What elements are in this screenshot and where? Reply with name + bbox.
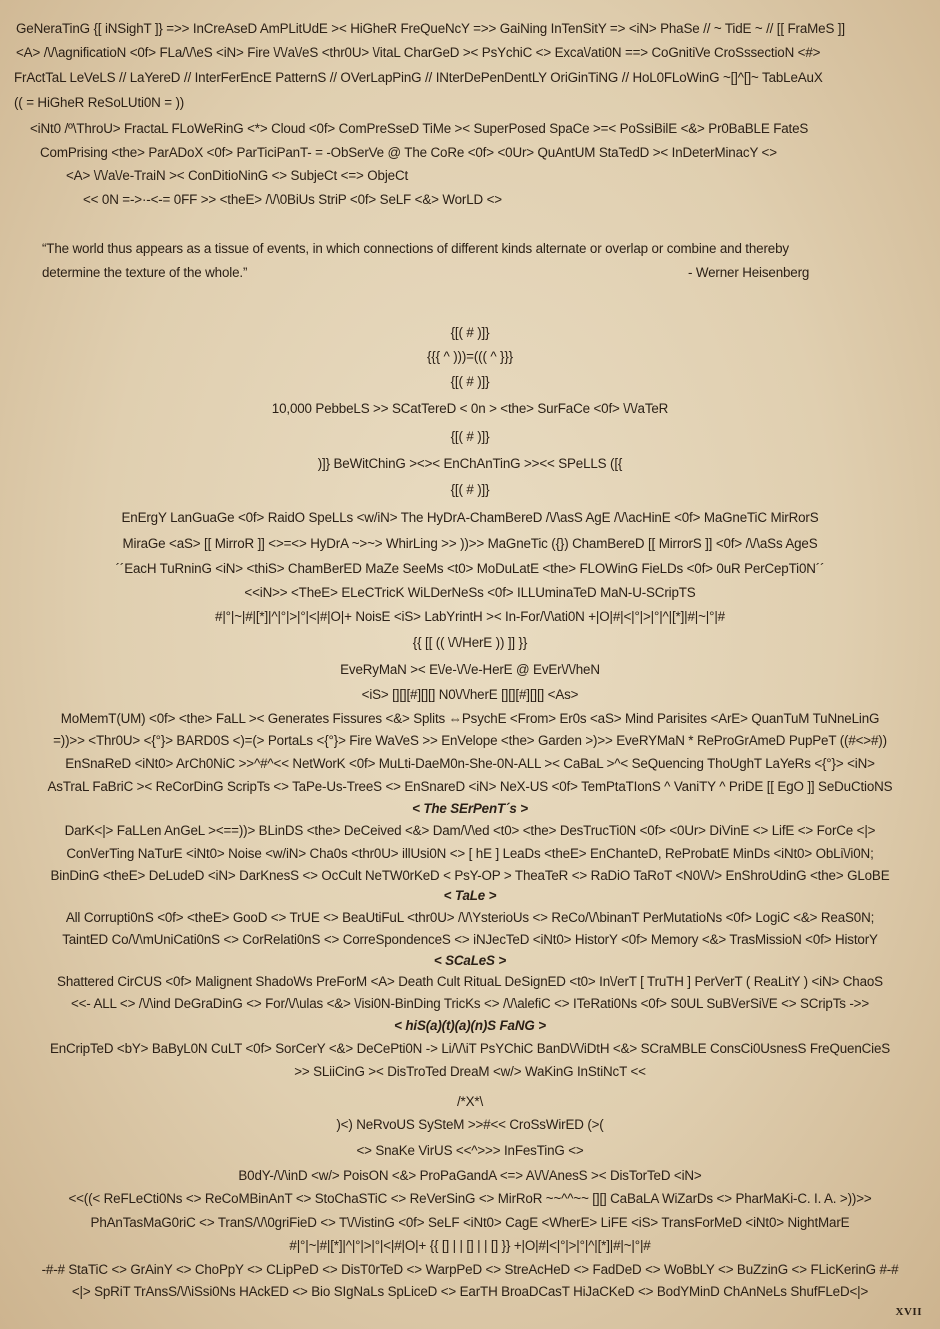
center-line: <|> SpRiT TrAnsS/\/\iSsi0Ns HAckED <> Bio SIgNaLs SpLiceD <> EarTH BroaDCasT HiJaCKeD <> BodYMinD ChAnNeLs ShufFLeD<|>	[71, 1284, 869, 1299]
center-line: <> SnaKe VirUS <<^>>> InFesTinG <>	[356, 1143, 584, 1158]
center-line: #|°|~|#|[*]|^|°|>|°|<|#|O|+ {{ [] | | [] | | [] }} +|O|#|<|°|>|°|^|[*]|#|~|°|#	[289, 1238, 651, 1253]
quote-line-2: determine the texture of the whole.”	[42, 265, 248, 280]
center-line: ´´EacH TuRninG <iN> <thiS> ChamBerED MaZe SeeMs <t0> MoDuLatE <the> FLOWinG FieLDs <0f> 0uR PerCepTi0N´´	[115, 561, 825, 576]
center-line: MiraGe <aS> [[ MirroR ]] <>=<> HyDrA ~>~> WhirLing >> ))>> MaGneTic ({}) ChamBereD [[ MirrorS ]] <0f> /\/\aSs AgeS	[122, 536, 818, 551]
center-line: >> SLiiCinG >< DisTroTed DreaM <w/> WaKinG InStiNcT <<	[294, 1064, 646, 1079]
quote-line-1: “The world thus appears as a tissue of events, in which connections of different kinds alternate or overlap or combine and thereby	[42, 241, 789, 256]
center-line: Con\/erTing NaTurE <iNt0> Noise <w/iN> Cha0s <thr0U> illUsi0N <> [ hE ] LeaDs <theE> EnChanteD, ReProbatE MinDs <iNt0> ObLi\/i0N;	[66, 846, 874, 861]
center-line: EnErgY LanGuaGe <0f> RaidO SpeLLs <w/iN> The HyDrA-ChamBereD /\/\asS AgE /\/\acHinE <0f> MaGneTiC MirRorS	[121, 510, 819, 525]
center-line: TaintED Co/\/\mUniCati0nS <> CorRelati0nS <> CorreSpondenceS <> iNJecTeD <iNt0> HistorY <0f> Memory <&> TrasMissioN <0f> HistorY	[62, 932, 878, 947]
section-heading-serpent: < The SErPenT´s >	[412, 801, 528, 816]
center-line: EveRyMaN >< E\/e-\/\/e-HerE @ EvEr\/\/heN	[340, 662, 600, 677]
center-line: {{{ ^ )))=((( ^ }}}	[426, 349, 513, 364]
center-line: Shattered CirCUS <0f> Malignent ShadoWs PreForM <A> Death Cult RituaL DeSignED <t0> In\/erT [ TruTH ] PerVerT ( ReaLitY ) <iN> ChaoS	[57, 974, 883, 989]
indent-line: <A> \/\/a\/e-TraiN >< ConDitioNinG <> SubjeCt <=> ObjeCt	[66, 168, 409, 183]
center-line: <iS> [][][#][][] N0\/\/herE [][][#][][] <As>	[361, 687, 579, 702]
center-line: )]} BeWitChinG ><>< EnChAnTinG >><< SPeLLS ([{	[317, 456, 623, 471]
center-line: 10,000 PebbeLS >> SCatTereD < 0n > <the> SurFaCe <0f> \/\/aTeR	[271, 401, 669, 416]
center-line: <<((< ReFLeCti0Ns <> ReCoMBinAnT <> StoChaSTiC <> ReVerSinG <> MirRoR ~~^^~~ [][] CaBaLA WiZarDs <> PharMaKi-C. I. A. >))>>	[68, 1191, 872, 1206]
center-line: BinDinG <theE> DeLudeD <iN> DarKnesS <> OcCult NeTW0rKeD < PsY-OP > TheaTeR <> RaDiO TaRoT <N0\/\/> EnShroUdinG <the> GLoBE	[50, 868, 890, 883]
center-line: DarK<|> FaLLen AnGeL ><==))> BLinDS <the> DeCeived <&> Dam/\/\ed <t0> <the> DesTrucTi0N <0f> <0Ur> DiVinE <> LifE <> ForCe <|>	[64, 823, 876, 838]
center-line: =))>> <Thr0U> <{°}> BARD0S <)=(> PortaLs <{°}> Fire WaVeS >> EnVelope <the> Garden >)>> EveRYMaN * ReProGrAmeD PupPeT ((#<>#))	[53, 733, 887, 748]
center-line: <<- ALL <> /\/\ind DeGraDinG <> For/\/\ulas <&> \/isi0N-BinDing TricKs <> /\/\alefiC <> ITeRati0Ns <0f> S0UL SuB\/erSi\/E <> SCripTs ->>	[70, 996, 870, 1011]
page-number: XVII	[895, 1306, 922, 1318]
center-line: MoMemT(UM) <0f> <the> FaLL >< Generates Fissures <&> Splits ⇔PsychE <From> Er0s <aS> Mind Parisites <ArE> QuanTuM TuNneLinG	[60, 711, 880, 726]
center-line: <<iN>> <TheE> ELeCTricK WiLDerNeSs <0f> ILLUminaTeD MaN-U-SCripTS	[244, 585, 696, 600]
center-line: EnCripTeD <bY> BaByL0N CuLT <0f> SorCerY <&> DeCePti0N -> Li/\/\iT PsYChiC BanD\/\/iDtH <&> SCraMBLE ConsCi0UsnesS FreQuenCieS	[49, 1041, 891, 1056]
intro-line: <A> /\/\agnificatioN <0f> FLa/\/\eS <iN> Fire \/\/a\/eS <thr0U> \/itaL CharGeD >< PsYchiC <> Exca\/ati0N ==> CoGnitiVe CroSssectioN <#>	[16, 45, 821, 60]
center-line: AsTraL FaBriC >< ReCorDinG ScripTs <> TaPe-Us-TreeS <> EnSnareD <iN> NeX-US <0f> TemPtaTIonS ^ VaniTY ^ PriDE [[ EgO ]] SeDuCtioNS	[47, 779, 893, 794]
center-line: All Corrupti0nS <0f> <theE> GooD <> TrUE <> BeaUtiFuL <thr0U> /\/\YsterioUs <> ReCo/\/\binanT PerMutatioNs <0f> LogiC <&> ReaS0N;	[65, 910, 875, 925]
intro-line: FrActTaL LeVeLS // LaYereD // InterFerEncE PatternS // OVerLapPinG // INterDePenDentLY OriGinTiNG // HoL0FLoWinG ~[]^[]~ TabLeAuX	[14, 70, 823, 85]
intro-line: (( = HiGheR ReSoLUti0N = ))	[14, 95, 185, 110]
section-heading-fang: < hiS(a)(t)(a)(n)S FaNG >	[394, 1018, 546, 1033]
intro-line: GeNeraTinG {[ iNSighT ]} =>> InCreAseD AmPLitUdE >< HiGheR FreQueNcY =>> GaiNing InTenSitY => <iN> PhaSe // ~ TidE ~ // [[ FraMeS ]]	[16, 21, 845, 36]
center-line: -#-# StaTiC <> GrAinY <> ChoPpY <> CLipPeD <> DisT0rTeD <> WarpPeD <> StreAcHeD <> FadDeD <> WoBbLY <> BuZzinG <> FLicKerinG #-#	[41, 1262, 899, 1277]
section-heading-scales: < SCaLeS >	[433, 953, 507, 968]
indent-line: << 0N =->·-<-= 0FF >> <theE> /\/\0BiUs StriP <0f> SeLF <&> WorLD <>	[83, 192, 502, 207]
indent-line: ComPrising <the> ParADoX <0f> ParTiciPanT- = -ObSerVe @ The CoRe <0f> <0Ur> QuAntUM StaTedD >< InDeterMinacY <>	[40, 145, 777, 160]
center-line: {[( # )]}	[450, 325, 490, 340]
section-heading-tale: < TaLe >	[443, 888, 497, 903]
center-line: #|°|~|#|[*]|^|°|>|°|<|#|O|+ NoisE <iS> LabYrintH >< In-For/\/\ati0N +|O|#|<|°|>|°|^|[*]|#|~|°|#	[215, 609, 725, 624]
center-line: )<) NeRvoUS SySteM >>#<< CroSsWirED (>(	[336, 1117, 604, 1132]
center-line: {{ [[ (( \/\/HerE )) ]] }}	[412, 635, 528, 650]
center-line: {[( # )]}	[450, 429, 490, 444]
center-line: {[( # )]}	[450, 374, 490, 389]
indent-line: <iNt0 /º\ThroU> FractaL FLoWeRinG <*> Cloud <0f> ComPreSseD TiMe >< SuperPosed SpaCe >=< PoSsiBilE <&> Pr0BaBLE FateS	[30, 121, 809, 136]
quote-attribution: - Werner Heisenberg	[688, 265, 810, 280]
center-line: B0dY-/\/\inD <w/> PoisON <&> ProPaGandA <=> A\/\/AnesS >< DisTorTeD <iN>	[238, 1168, 702, 1183]
center-line: /*X*\	[456, 1094, 484, 1109]
center-line: EnSnaReD <iNt0> ArCh0NiC >>^#^<< NetWorK <0f> MuLti-DaeM0n-She-0N-ALL >< CaBaL >^< SeQuencing ThoUghT LaYeRs <{°}> <iN>	[65, 756, 875, 771]
center-line: PhAnTasMaG0riC <> TranS/\/\0griFieD <> T\/\/istinG <0f> SeLF <iNt0> CagE <WherE> LiFE <iS> TransForMeD <iNt0> NightMarE	[90, 1215, 850, 1230]
center-line: {[( # )]}	[450, 482, 490, 497]
